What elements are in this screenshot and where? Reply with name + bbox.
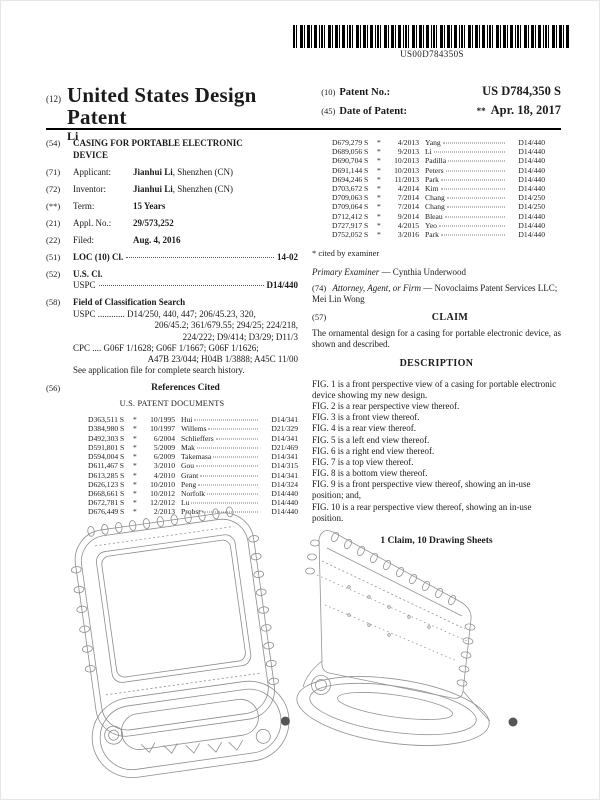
barcode-block — [293, 25, 571, 59]
inventor-field: (72) Inventor: Jianhui Li, Shenzhen (CN) — [46, 184, 234, 195]
description-heading: DESCRIPTION — [399, 357, 474, 369]
attorney-name: — Novoclaims Patent Services LLC; Mei Lin Wong — [312, 282, 558, 304]
drawing-sheet — [1, 501, 600, 800]
figure-description: FIG. 10 is a rear perspective view thereof, showing an in-use position. — [312, 501, 532, 523]
table-row: D594,004 S * 6/2009 Takemasa D14/341 — [88, 452, 298, 462]
figure-description: FIG. 1 is a front perspective view of a casing for portable electronic device showing my new design. — [312, 378, 557, 400]
table-row: D672,781 S * 12/2012 Lu D14/440 — [88, 498, 298, 508]
filed-date: Aug. 4, 2016 — [133, 235, 181, 246]
dot-leader — [447, 207, 505, 208]
table-row: D690,704 S * 10/2013 Padilla D14/440 — [332, 156, 545, 166]
dot-leader — [196, 466, 258, 467]
dot-leader — [198, 484, 258, 485]
attorney-line: (74) Attorney, Agent, or Firm — Novoclaims Patent Services LLC; Mei Lin Wong — [312, 282, 558, 304]
table-row: D752,052 S * 3/2016 Park D14/440 — [332, 230, 545, 240]
cpc-search-line: A47B 23/044; H04B 1/3888; A45C 11/00 — [147, 354, 298, 365]
dot-leader — [434, 152, 505, 153]
table-row: D694,246 S * 11/2013 Park D14/440 — [332, 174, 545, 184]
dot-leader — [448, 161, 505, 162]
page-title: United States Design Patent — [67, 83, 257, 130]
filed-field: (22) Filed: Aug. 4, 2016 — [46, 235, 181, 246]
header-divider — [46, 128, 561, 130]
search-history-note: See application file for complete search history. — [73, 365, 245, 376]
term-value: 15 Years — [133, 201, 166, 212]
claim-heading: (57) CLAIM — [312, 311, 469, 323]
patent-number-value: US D784,350 S — [482, 84, 561, 98]
claim-text: The ornamental design for a casing for portable electronic device, as shown and described. — [312, 327, 561, 349]
dot-leader — [194, 420, 258, 421]
dot-leader — [441, 189, 505, 190]
references-cited-heading: (56) References Cited — [46, 382, 220, 393]
inid-code-10: (10) — [321, 87, 336, 97]
cpc-search-line: CPC .... G06F 1/1628; G06F 1/1667; G06F 1/1626; — [73, 342, 259, 353]
dot-leader — [447, 198, 505, 199]
dot-leader — [216, 438, 258, 439]
dot-leader — [446, 170, 505, 171]
table-row: D727,917 S * 4/2015 Yeo D14/440 — [332, 220, 545, 230]
figure-description: FIG. 2 is a rear perspective view thereof. — [312, 401, 460, 412]
us-patent-documents-heading: U.S. PATENT DOCUMENTS — [119, 399, 225, 409]
table-row: D703,672 S * 4/2014 Kim D14/440 — [332, 184, 545, 194]
dot-leader — [439, 225, 505, 226]
uspc-search-line: 206/45.2; 361/679.55; 294/25; 224/218, — [154, 320, 298, 331]
us-class-field: (52) U.S. Cl. USPC D14/440 — [46, 269, 298, 291]
uspc-search-line: USPC ............ D14/250, 440, 447; 206/45.23, 320, — [73, 309, 256, 320]
claims-sheets-note: 1 Claim, 10 Drawing Sheets — [380, 535, 493, 546]
front-perspective-figure — [53, 504, 308, 794]
figure-description: FIG. 3 is a front view thereof. — [312, 412, 420, 423]
cited-by-examiner-note: * cited by examiner — [312, 248, 380, 259]
figure-description: FIG. 5 is a left end view thereof. — [312, 434, 430, 445]
figure-description: FIG. 4 is a rear view thereof. — [312, 423, 416, 434]
dot-leader — [99, 285, 264, 286]
applicant-name: Jianhui Li — [133, 167, 173, 178]
dot-leader — [441, 235, 505, 236]
table-row: D691,144 S * 10/2013 Peters D14/440 — [332, 165, 545, 175]
table-row: D611,467 S * 3/2010 Gou D14/315 — [88, 461, 298, 471]
inid-code-45: (45) — [321, 106, 336, 116]
figure-description: FIG. 8 is a bottom view thereof. — [312, 468, 428, 479]
dot-leader — [197, 447, 258, 448]
dot-leader — [443, 143, 505, 144]
double-asterisk-marker: ** — [476, 106, 486, 116]
table-row: D626,123 S * 10/2010 Peng D14/324 — [88, 479, 298, 489]
figure-description: FIG. 9 is a front perspective view thereof, showing an in-use position; and, — [312, 479, 531, 501]
inventor-surname: Li — [67, 129, 79, 144]
patent-date-field: (45) Date of Patent: ** Apr. 18, 2017 — [321, 103, 561, 117]
table-row: D679,279 S * 4/2013 Yang D14/440 — [332, 138, 545, 147]
table-row: D363,511 S * 10/1995 Hui D14/341 — [88, 415, 298, 425]
figure-description: FIG. 6 is a right end view thereof. — [312, 445, 435, 456]
table-row: D591,801 S * 5/2009 Mak D21/469 — [88, 442, 298, 452]
table-row: D668,661 S * 10/2012 Norfolk D14/440 — [88, 488, 298, 498]
table-row: D676,449 S * 2/2013 Probst D14/440 — [88, 507, 298, 517]
uspc-search-line: 224/222; D9/414; D3/29; D11/3 — [182, 331, 298, 342]
primary-examiner-line: Primary Examiner — Cynthia Underwood — [312, 266, 466, 277]
rear-perspective-figure — [289, 515, 564, 760]
field-of-search: (58) Field of Classification Search USPC ............ D14/250, 440, 447; 206/45.23, 320, 206/45.2; 361/679.55; 294/25; 224/218, 224/222; D9/414; D3/29; D11/3 CPC .... G06F 1/1628; G06F 1/1667; G06F 1/1626; A47B 23/044; H04B 1/3888; A45C 11/00 See application file for complete search history. — [46, 297, 298, 376]
kind-code: (12) — [46, 94, 61, 104]
table-row: D492,303 S * 6/2004 Schlieffers D14/341 — [88, 433, 298, 443]
loc-class-field: (51) LOC (10) Cl. 14-02 — [46, 252, 298, 263]
table-row: D689,056 S * 9/2013 Li D14/440 — [332, 147, 545, 157]
inventor-name: Jianhui Li — [133, 184, 173, 195]
dot-leader — [208, 429, 258, 430]
dot-leader — [441, 179, 505, 180]
references-table-right — [332, 138, 545, 239]
title-field: (54) CASING FOR PORTABLE ELECTRONIC DEVICE — [46, 138, 298, 161]
table-row: D709,064 S * 7/2014 Chang D14/250 — [332, 202, 545, 212]
dot-leader — [213, 457, 258, 458]
examiner-name: — Cynthia Underwood — [379, 266, 466, 277]
table-row: D613,285 S * 4/2010 Grant D14/341 — [88, 470, 298, 480]
table-row: D712,412 S * 9/2014 Bleau D14/440 — [332, 211, 545, 221]
table-row: D709,063 S * 7/2014 Chang D14/250 — [332, 193, 545, 203]
right-column — [312, 138, 561, 547]
table-row: D384,980 S * 10/1997 Willems D21/329 — [88, 424, 298, 434]
figure-description: FIG. 7 is a top view thereof. — [312, 456, 414, 467]
term-field: (**) Term: 15 Years — [46, 201, 166, 212]
barcode-number: US00D784350S — [400, 49, 464, 59]
patent-number-field: (10) Patent No.: US D784,350 S — [321, 84, 561, 98]
applicant-field: (71) Applicant: Jianhui Li, Shenzhen (CN) — [46, 167, 234, 178]
application-number: 29/573,252 — [133, 218, 174, 229]
loc-class-value: 14-02 — [277, 252, 298, 263]
uspc-value: D14/440 — [266, 280, 298, 291]
dot-leader — [445, 216, 505, 217]
document-body — [46, 138, 561, 547]
patent-date-value: Apr. 18, 2017 — [490, 103, 561, 117]
barcode-icon — [293, 25, 571, 48]
dot-leader — [200, 475, 258, 476]
application-number-field: (21) Appl. No.: 29/573,252 — [46, 218, 174, 229]
left-column — [46, 138, 298, 547]
dot-leader — [207, 493, 258, 494]
patent-header — [46, 84, 561, 144]
dot-leader — [126, 257, 274, 258]
invention-title: CASING FOR PORTABLE ELECTRONIC DEVICE — [73, 138, 243, 160]
